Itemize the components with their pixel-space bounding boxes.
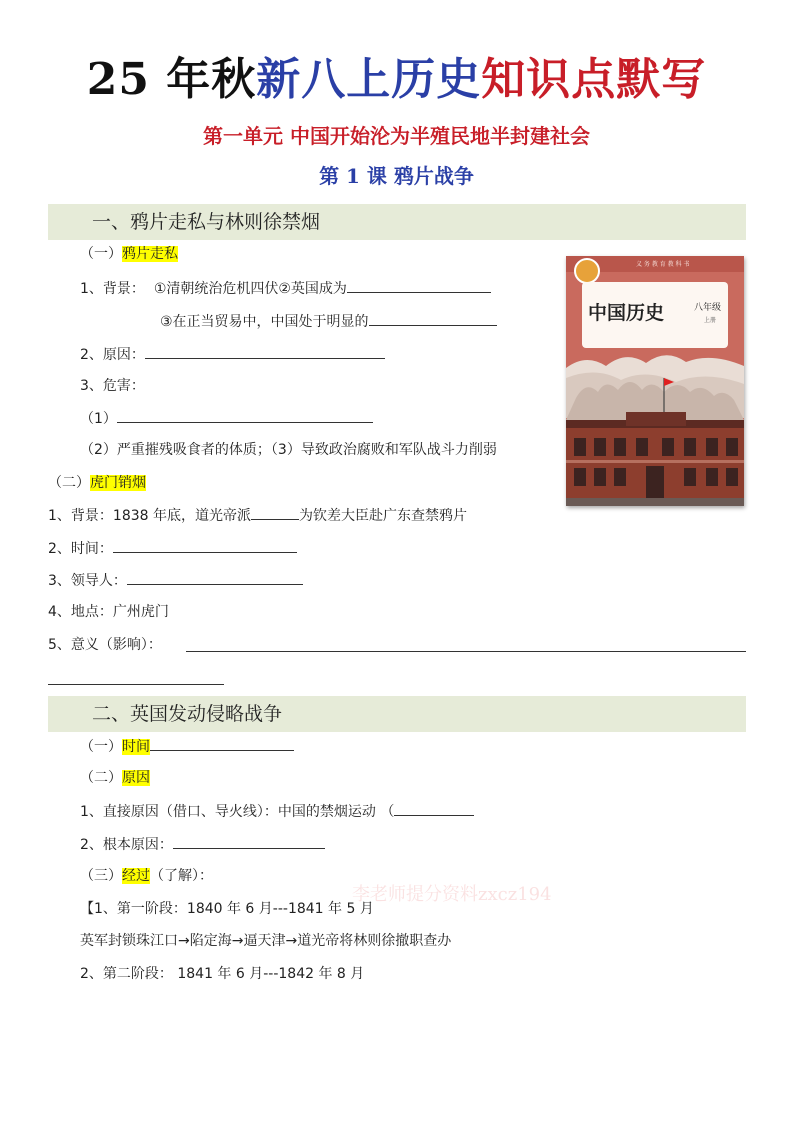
harm-line-23: （2）严重摧残吸食者的体质；（3）导致政治腐败和军队战斗力削弱 [80, 442, 497, 458]
unit-title: 第一单元 中国开始沦为半殖民地半封建社会 [203, 124, 590, 148]
harm-item-1: （1） [80, 411, 117, 427]
highlight-label: 时间 [122, 739, 150, 755]
watermark: 李老师提分资料zxcz194 [352, 884, 552, 905]
cover-publisher: 义 务 教 育 教 科 书 [636, 261, 690, 268]
sub-prefix: （一） [80, 739, 122, 755]
sub-prefix: （一） [80, 246, 122, 262]
root-cause-line [80, 834, 325, 855]
phase1-detail: 英军封锁珠江口→陷定海→逼天津→道光帝将林则徐撤职查办 [80, 933, 452, 949]
humen-meaning-label: 5、意义（影响）： [48, 637, 162, 653]
humen-leader-line [48, 570, 303, 591]
background-point-1: ①清朝统治危机四伏②英国成为 [153, 281, 347, 297]
highlight-label: 鸦片走私 [122, 246, 178, 262]
humen-time-label: 2、时间： [48, 541, 113, 557]
sub-heading-humen [48, 473, 146, 493]
background-line-2 [160, 311, 497, 332]
cover-book-name: 中国历史 [588, 302, 665, 324]
phase1-line: 【1、第一阶段：1840 年 6 月---1841 年 5 月 [80, 901, 374, 917]
reason-line [80, 344, 385, 365]
fill-blank[interactable] [117, 408, 373, 423]
reason-label: 2、原因： [80, 347, 145, 363]
sub-prefix: （二） [80, 770, 122, 786]
fill-blank[interactable] [113, 538, 297, 553]
section2-band [48, 696, 746, 732]
cover-volume: 上册 [704, 317, 717, 324]
cover-building-illustration [566, 348, 744, 506]
sub-prefix: （三） [80, 868, 122, 884]
publisher-seal-icon [574, 258, 600, 284]
meaning-blank-line-1[interactable] [186, 651, 746, 652]
root-cause-label: 2、根本原因： [80, 837, 173, 853]
fill-blank[interactable] [369, 311, 497, 326]
title-part-year: 25 年秋 [86, 54, 257, 105]
direct-cause-text: 1、直接原因（借口、导火线）：中国的禁烟运动 （ [80, 804, 395, 820]
direct-cause-line [80, 801, 474, 822]
humen-time-line [48, 538, 297, 559]
humen-background-a: 1、背景：1838 年底，道光帝派 [48, 508, 251, 524]
background-label: 1、背景： [80, 281, 145, 297]
fill-blank[interactable] [127, 570, 303, 585]
highlight-label: 虎门销烟 [90, 475, 146, 491]
humen-place-line: 4、地点：广州虎门 [48, 604, 169, 620]
fill-blank[interactable] [150, 736, 294, 751]
highlight-label: 经过 [122, 868, 150, 884]
humen-background-b: 为钦差大臣赴广东查禁鸦片 [299, 508, 467, 524]
title-part-subject: 新八上历史 [256, 54, 482, 105]
humen-leader-label: 3、领导人： [48, 573, 127, 589]
sub-prefix: （二） [48, 475, 90, 491]
title-part-topic: 知识点默写 [481, 54, 707, 105]
background-point-2: ③在正当贸易中，中国处于明显的 [160, 314, 369, 330]
highlight-label: 原因 [122, 770, 150, 786]
humen-background-line [48, 505, 467, 526]
sub-heading-cause [80, 768, 150, 788]
harm-label: 3、危害： [80, 378, 145, 394]
fill-blank[interactable] [173, 834, 325, 849]
fill-blank[interactable] [145, 344, 385, 359]
background-line-1 [80, 278, 491, 299]
sub-heading-time [80, 736, 294, 757]
page-title [0, 52, 793, 108]
phase2-line: 2、第二阶段： 1841 年 6 月---1842 年 8 月 [80, 966, 365, 982]
fill-blank[interactable] [251, 505, 299, 520]
textbook-cover-image [566, 256, 744, 506]
sub-heading-process [80, 866, 213, 886]
lesson-title: 第 1 课 鸦片战争 [319, 164, 474, 188]
section2-heading: 二、英国发动侵略战争 [92, 703, 283, 725]
section1-heading: 一、鸦片走私与林则徐禁烟 [92, 211, 321, 233]
harm-line-1 [80, 408, 373, 429]
fill-blank[interactable] [394, 801, 474, 816]
fill-blank[interactable] [347, 278, 491, 293]
sub-suffix: （了解）： [150, 868, 213, 884]
meaning-blank-line-2[interactable] [48, 684, 224, 685]
section1-band [48, 204, 746, 240]
sub-heading-opium-smuggling [80, 244, 178, 264]
cover-grade: 八年级 [694, 303, 722, 313]
